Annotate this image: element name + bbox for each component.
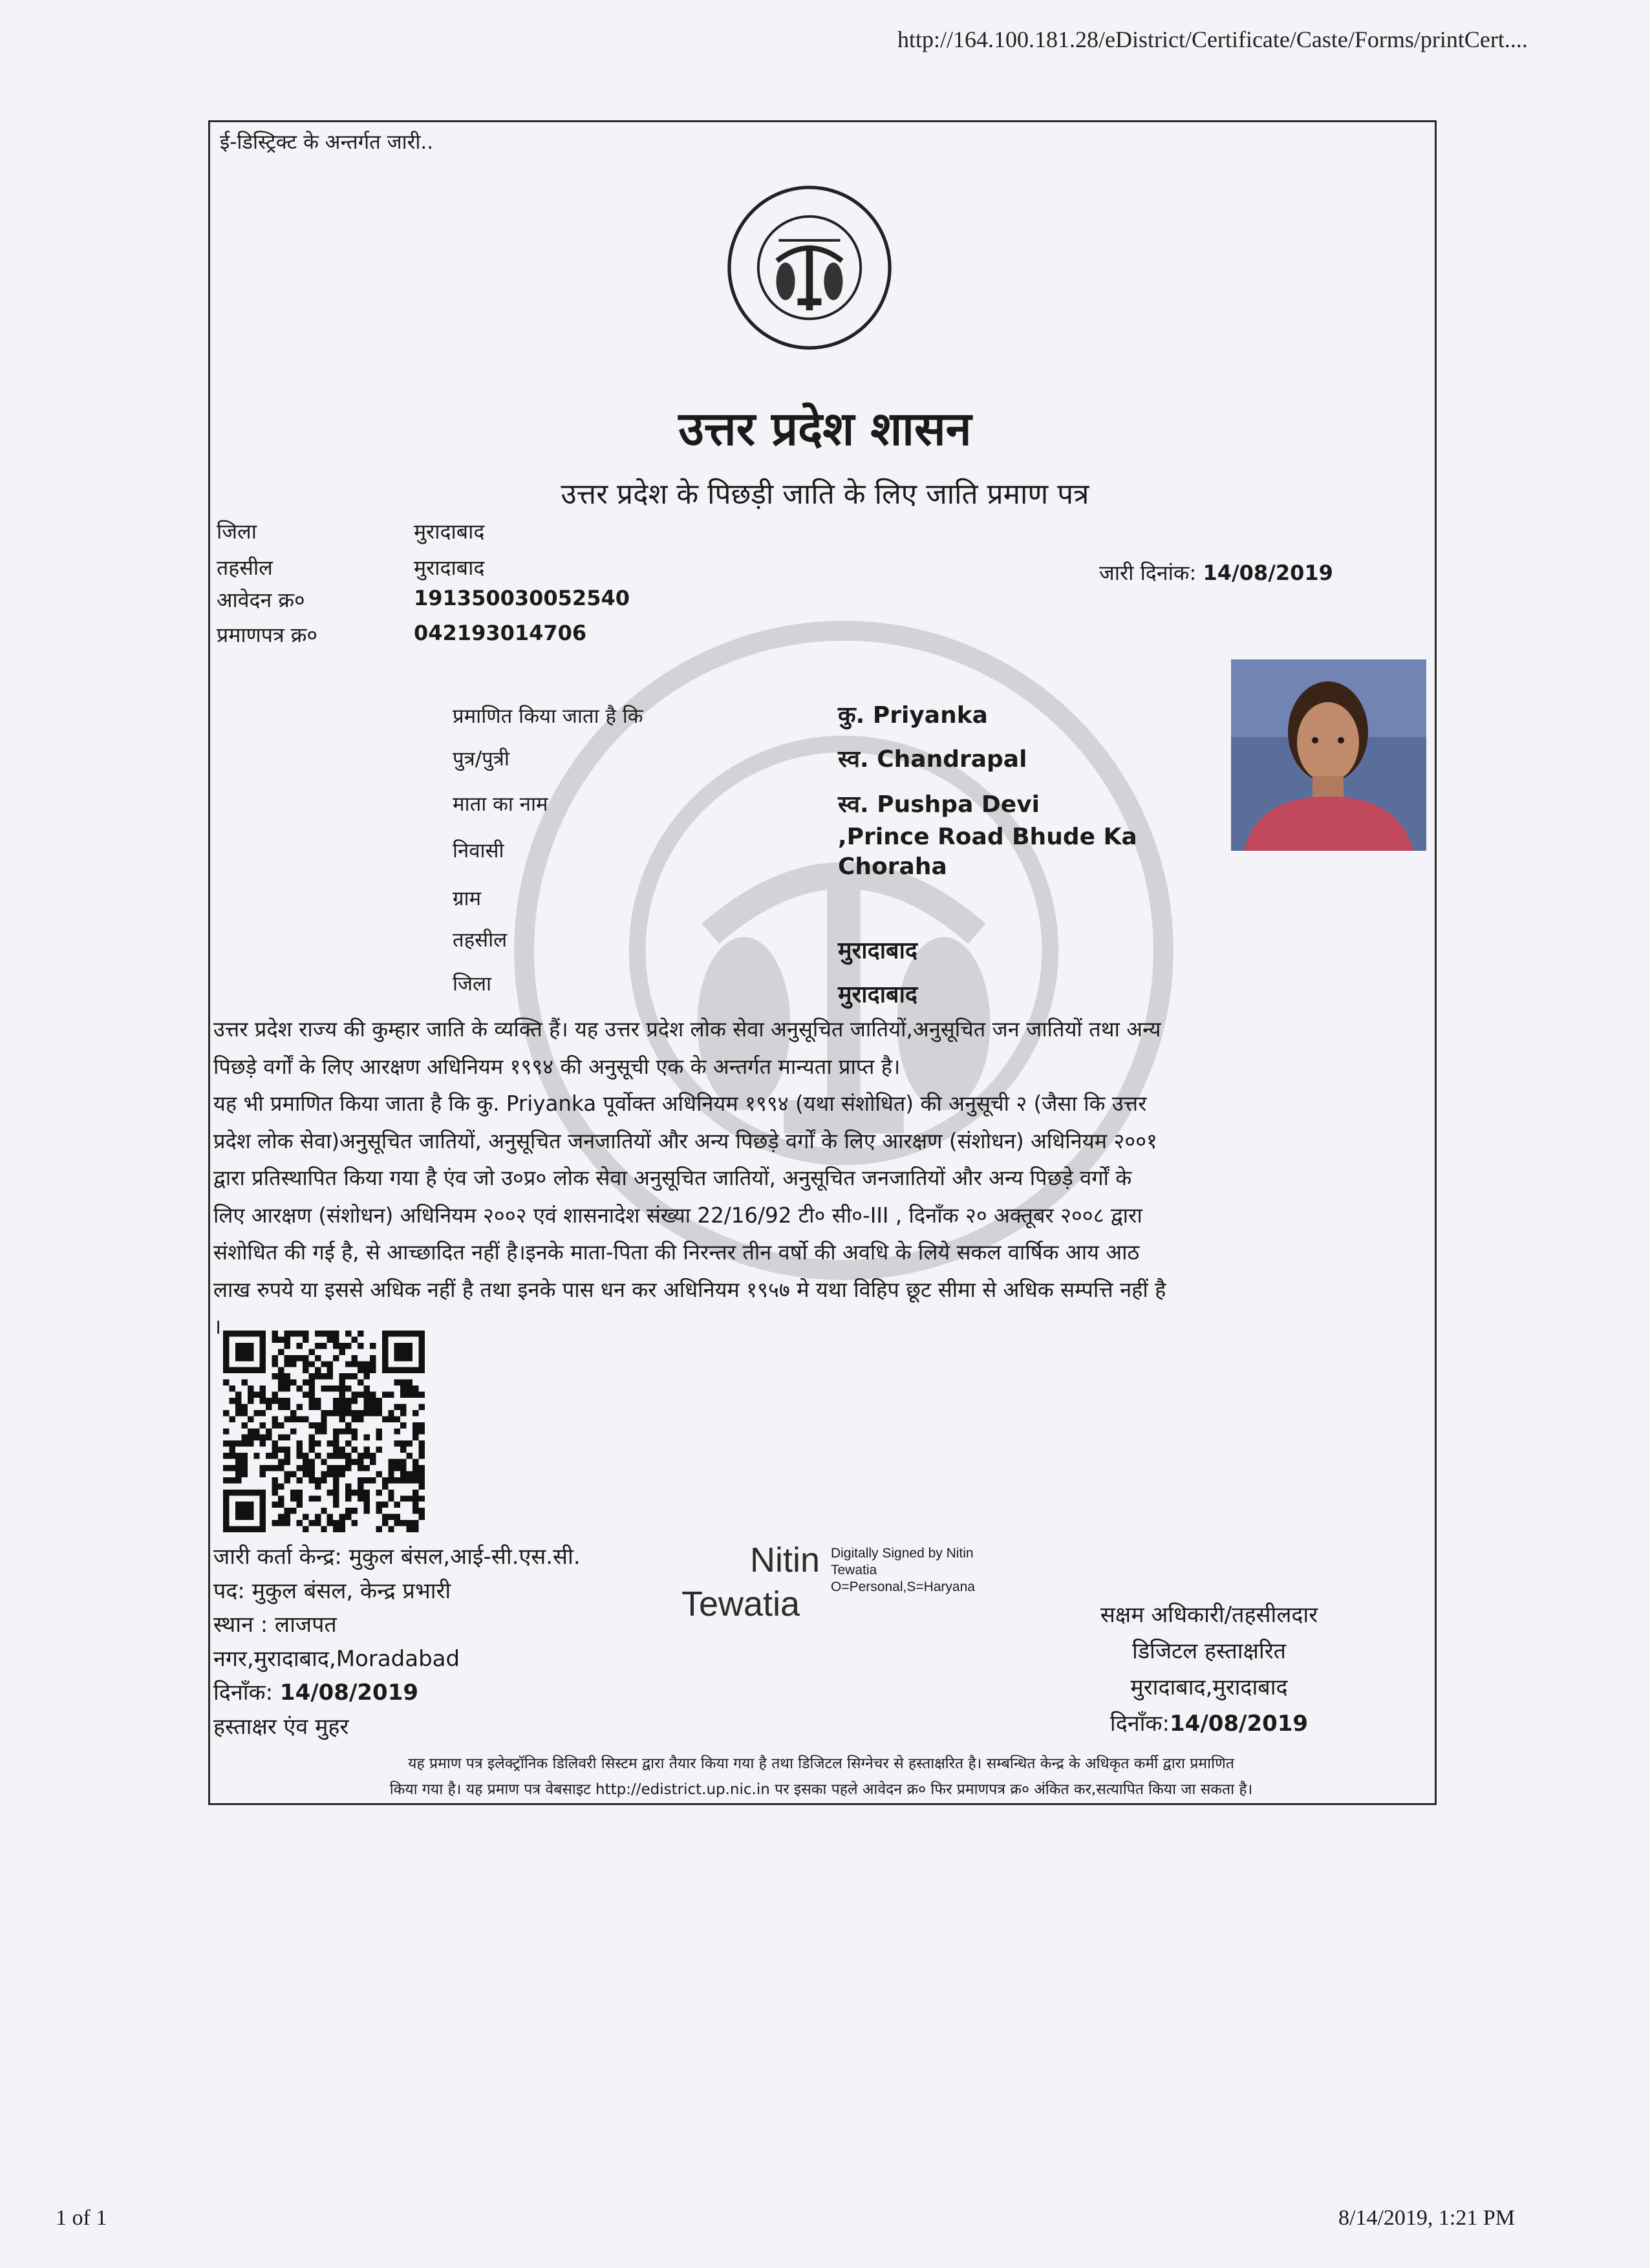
person-district-label: जिला [453,972,492,996]
issue-date-label: जारी दिनांक: [1099,561,1197,585]
verification-footnote [220,1751,1422,1803]
certificate-number-label: प्रमाणपत्र क्र० [217,623,317,647]
tehsil-value: मुरादाबाद [414,555,485,580]
issued-under-note: ई-डिस्ट्रिक्ट के अन्तर्गत जारी.. [220,131,434,154]
mother-name: स्व. Pushpa Devi [838,791,1040,818]
person-tehsil-value: मुरादाबाद [838,937,918,964]
officer-title: सक्षम अधिकारी/तहसीलदार [1100,1602,1318,1628]
officer-location: मुरादाबाद,मुरादाबाद [1130,1674,1288,1700]
government-title: उत्तर प्रदेश शासन [678,401,972,456]
issuer-block [213,1540,581,1744]
signature-seal-label: हस्ताक्षर एंव मुहर [213,1713,349,1740]
body-line: । [213,1314,222,1339]
father-name: स्व. Chandrapal [838,746,1027,773]
body-line: द्वारा प्रतिस्थापित किया गया है एंव जो उ०प्र० लोक सेवा अनुसूचित जातियों, अनुसूचित जनजातियों और अन्य पिछड़े वर्गों के [213,1166,1132,1190]
district-label: जिला [217,519,257,544]
digital-signature-line: O=Personal,S=Haryana [831,1579,975,1594]
issuer-date [213,1676,581,1710]
tehsil-label: तहसील [217,555,273,580]
up-government-emblem-icon [724,182,895,353]
footnote-line: यह प्रमाण पत्र इलेक्ट्रॉनिक डिलिवरी सिस्टम द्वारा तैयार किया गया है तथा डिजिटल सिग्नेचर से हस्ताक्षरित है। सम्बन्धित केन्द्र के अधिकृत कर्मी द्वारा प्रमाणित [408,1755,1234,1772]
issuer-date-value: 14/08/2019 [279,1680,419,1706]
signer-last-name: Tewatia [681,1585,800,1623]
body-line: लिए आरक्षण (संशोधन) अधिनियम २००२ एवं शासनादेश संख्या 22/16/92 टी० सी०-III , दिनाँक २० अक्तूबर २००८ द्वारा [213,1203,1142,1228]
applicant-name: कु. Priyanka [838,702,988,729]
print-timestamp: 8/14/2019, 1:21 PM [1338,2206,1515,2230]
certificate-body [213,1011,1429,1346]
certified-that-label: प्रमाणित किया जाता है कि [453,705,643,728]
body-line: प्रदेश लोक सेवा)अनुसूचित जातियों, अनुसूचित जनजातियों और अन्य पिछड़े वर्गों के लिए आरक्षण (संशोधन) अधिनियम २००१ [213,1128,1157,1153]
footnote-line: किया गया है। यह प्रमाण पत्र वेबसाइट http://edistrict.up.nic.in पर इसका पहले आवेदन क्र० फिर प्रमाणपत्र क्र० अंकित कर,सत्यापित किया जा सकता है। [389,1781,1253,1798]
issuer-place: स्थान : लाजपत [213,1612,337,1638]
officer-date-label: दिनाँक: [1109,1711,1170,1737]
application-number-label: आवेदन क्र० [217,588,305,612]
address-line-2: Choraha [838,853,947,880]
body-line: लाख रुपये या इससे अधिक नहीं है तथा इनके पास धन कर अधिनियम १९५७ मे यथा विहिप छूट सीमा से अधिक सम्पत्ति नहीं है [213,1277,1166,1302]
son-daughter-of-label: पुत्र/पुत्री [453,747,509,771]
officer-date [1047,1706,1371,1742]
address-line-1: ,Prince Road Bhude Ka [838,824,1137,850]
digital-signature-line: Tewatia [831,1563,877,1578]
issuer-post: पद: मुकुल बंसल, केन्द्र प्रभारी [213,1578,451,1604]
officer-digital-sign: डिजिटल हस्ताक्षरित [1132,1638,1286,1664]
officer-block [1047,1597,1371,1742]
certificate-number-value: 042193014706 [414,621,587,645]
mother-name-label: माता का नाम [453,793,548,816]
applicant-photo [1231,659,1426,851]
resident-label: निवासी [453,839,504,862]
digital-signature-line: Digitally Signed by Nitin [831,1546,974,1561]
page-count: 1 of 1 [56,2206,107,2230]
body-line: यह भी प्रमाणित किया जाता है कि कु. Priyanka पूर्वोक्त अधिनियम १९९४ (यथा संशोधित) की अनुसूची २ (जैसा कि उत्तर [213,1091,1147,1116]
qr-code[interactable] [223,1331,425,1532]
district-value: मुरादाबाद [414,519,485,544]
body-line: उत्तर प्रदेश राज्य की कुम्हार जाति के व्यक्ति हैं। यह उत्तर प्रदेश लोक सेवा अनुसूचित जातियों,अनुसूचित जन जातियों तथा अन्य [213,1017,1161,1042]
person-district-value: मुरादाबाद [838,981,918,1008]
officer-date-value: 14/08/2019 [1170,1711,1309,1737]
village-label: ग्राम [453,887,482,910]
print-url: http://164.100.181.28/eDistrict/Certificate/Caste/Forms/printCert.... [897,27,1528,52]
body-line: संशोधित की गई है, से आच्छादित नहीं है।इनके माता-पिता की निरन्तर तीन वर्षो की अवधि के लिये सकल वार्षिक आय आठ [213,1240,1140,1265]
body-line: पिछड़े वर्गों के लिए आरक्षण अधिनियम १९९४ की अनुसूची एक के अन्तर्गत मान्यता प्राप्त है। [213,1054,901,1079]
issuer-date-label: दिनाँक: [213,1680,273,1706]
issue-date-value: 14/08/2019 [1203,561,1333,585]
issuer-centre: जारी कर्ता केन्द्र: मुकुल बंसल,आई-सी.एस.सी. [213,1544,581,1570]
certificate-title: उत्तर प्रदेश के पिछड़ी जाति के लिए जाति प्रमाण पत्र [561,478,1089,511]
application-number-value: 191350030052540 [414,586,630,610]
issuer-place-cont: नगर,मुरादाबाद,Moradabad [213,1645,460,1672]
signer-first-name: Nitin [750,1541,820,1579]
issue-date [1099,559,1333,586]
digital-signature-note [831,1545,975,1596]
person-tehsil-label: तहसील [453,928,508,952]
